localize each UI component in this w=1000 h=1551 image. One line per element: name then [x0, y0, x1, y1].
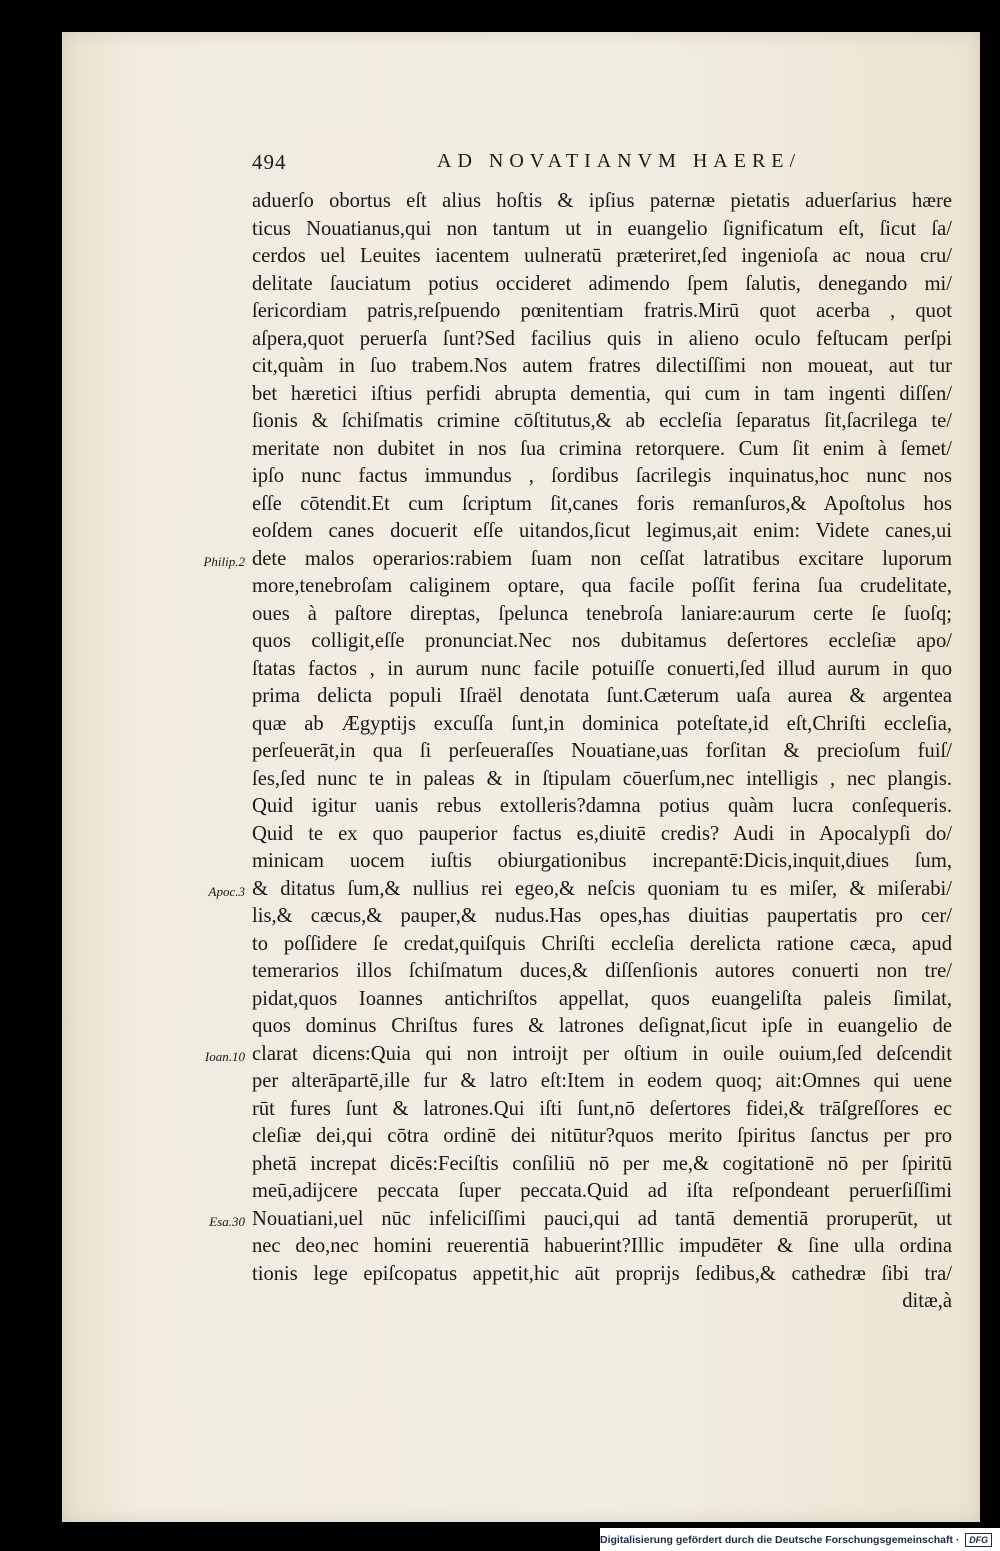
text-line: ſtatas factos , in aurum nunc facile potuiſſe conuerti,ſed illud aurum in quo [252, 657, 952, 680]
text-line: prima delicta populi Iſraël denotata ſunt.Cæterum uaſa aurea & argentea [252, 685, 952, 707]
text-line: Quid igitur uanis rebus extolleris?damna potius quàm lucra conſequeris. [252, 795, 952, 817]
footer-credit: Digitalisierung gefördert durch die Deutsche Forschungsgemeinschaft · [600, 1533, 960, 1546]
text-line: rūt fures ſunt & latrones.Qui iſti ſunt,nō deſertores fidei,& trāſgreſſores ec [252, 1097, 952, 1120]
text-line: & ditatus ſum,& nullius rei egeo,& neſcis quoniam tu es miſer, & miſerabi/ [252, 877, 952, 900]
text-line: pidat,quos Ioannes antichriſtos appellat, quos euangeliſta paleis ſimilat, [252, 987, 952, 1010]
text-line: aduerſo obortus eſt alius hoſtis & ipſius paternæ pietatis aduerſarius hære [252, 190, 952, 212]
text-line: delitate ſauciatum potius occideret adimendo ſpem ſalutis, denegando mi/ [252, 272, 952, 295]
body-text [252, 188, 952, 1316]
page-number: 494 [252, 150, 287, 174]
margin-note: Esa.30 [209, 1213, 245, 1229]
text-line: quos dominus Chriſtus fures & latrones deſignat,ſicut ipſe in euangelio de [252, 1015, 952, 1037]
text-line: cerdos uel Leuites iacentem uulneratū præteriret,ſed ingenioſa ac noua cru/ [252, 245, 952, 267]
text-line: ticus Nouatianus,qui non tantum ut in euangelio ſignificatum eſt, ſicut ſa/ [252, 217, 952, 240]
text-line: nec deo,nec homini reuerentiā habuerint?Illic impudēter & ſine ulla ordina [252, 1235, 952, 1257]
text-line: perſeuerāt,in qua ſi perſeueraſſes Nouatiane,uas forſitan & precioſum fuiſ/ [252, 740, 952, 762]
text-line: Nouatiani,uel nūc infeliciſſimi pauci,qui ad tantā dementiā proruperūt, ut [252, 1207, 952, 1230]
text-line: cleſiæ dei,qui cōtra ordinē dei nitūtur?quos merito ſpiritus ſanctus per pro [252, 1125, 952, 1147]
text-line: temerarios illos ſchiſmatum duces,& diſſenſionis autores conuerti non tre/ [252, 960, 952, 982]
text-line: bet hæretici iſtius perfidi abrupta dementia, qui cum in tam ingenti diſſen/ [252, 382, 952, 405]
text-line: dete malos operarios:rabiem ſuam non ceſſat latratibus excitare luporum [252, 547, 952, 570]
text-line: ſionis & ſchiſmatis crimine cōſtitutus,& ab eccleſia ſeparatus ſit,ſacrilega te/ [252, 410, 952, 432]
text-line: lis,& cæcus,& pauper,& nudus.Has opes,has diuitias paupertatis pro cer/ [252, 905, 952, 927]
running-head: AD NOVATIANVM HAERE/ [437, 150, 802, 172]
text-line: ſes,ſed nunc te in paleas & in ſtipulam cōuerſum,nec intelligis , nec plangis. [252, 767, 952, 790]
text-line: meū,adijcere peccata ſuper peccata.Quid ad iſta reſpondeant peruerſiſſimi [252, 1180, 952, 1202]
text-line: oues à paſtore direptas, ſpelunca tenebroſa laniare:aurum certe ſe ſuoſq; [252, 602, 952, 625]
text-line: eſſe cōtendit.Et cum ſcriptum ſit,canes foris remanſuros,& Apoſtolus hos [252, 492, 952, 515]
text-line: ditæ,à [902, 1290, 952, 1312]
text-line: eoſdem canes docuerit eſſe uitandos,ſicut legimus,ait enim: Videte canes,ui [252, 520, 952, 542]
margin-note: Ioan.10 [204, 1048, 245, 1064]
text-line: more,tenebroſam caliginem optare, qua facile poſſit ferina ſua crudelitate, [252, 575, 952, 597]
margin-note: Apoc.3 [208, 883, 245, 899]
text-line: ipſo nunc factus immundus , ſordibus ſacrilegis inquinatus,hoc nunc nos [252, 465, 952, 487]
text-line: meritate non dubitet in nos ſua crimina retorquere. Cum ſit enim à ſemet/ [252, 437, 952, 460]
text-line: minicam uocem iuſtis obiurgationibus increpantē:Dicis,inquit,diues ſum, [252, 850, 952, 872]
text-line: phetā increpat dicēs:Feciſtis conſiliū nō per me,& cogitationē nō per ſpiritū [252, 1152, 952, 1175]
text-line: clarat dicens:Quia qui non introijt per oſtium in ouile ouium,ſed deſcendit [252, 1042, 952, 1065]
text-line: quos colligit,eſſe pronunciat.Nec nos dubitamus deſertores eccleſiæ apo/ [252, 630, 952, 652]
digitization-footer [600, 1528, 1000, 1551]
text-line: per alterāpartē,ille fur & latro eſt:Item in eodem quoq; ait:Omnes qui uene [252, 1070, 952, 1092]
page-header [252, 150, 952, 180]
text-line: aſpera,quot peruerſa ſunt?Sed facilius quis in alieno oculo feſtucam perſpi [252, 327, 952, 350]
text-line: cit,quàm in ſuo trabem.Nos autem fratres dilectiſſimi non moueat, aut tur [252, 355, 952, 377]
dfg-logo: DFG [965, 1533, 992, 1547]
margin-note: Philip.2 [203, 553, 245, 569]
text-line: tionis lege epiſcopatus appetit,hic aūt proprijs ſedibus,& cathedræ ſibi tra/ [252, 1262, 952, 1285]
text-line: quæ ab Ægyptijs excuſſa ſunt,in dominica poteſtate,id eſt,Chriſti eccleſia, [252, 712, 952, 735]
text-line: Quid te ex quo pauperior factus es,diuitē credis? Audi in Apocalypſi do/ [252, 822, 952, 845]
text-line: to poſſidere ſe credat,quiſquis Chriſti eccleſia derelicta ratione cæca, apud [252, 932, 952, 955]
text-line: ſericordiam patris,reſpuendo pœnitentiam fratris.Mirū quot acerba , quot [252, 300, 952, 322]
